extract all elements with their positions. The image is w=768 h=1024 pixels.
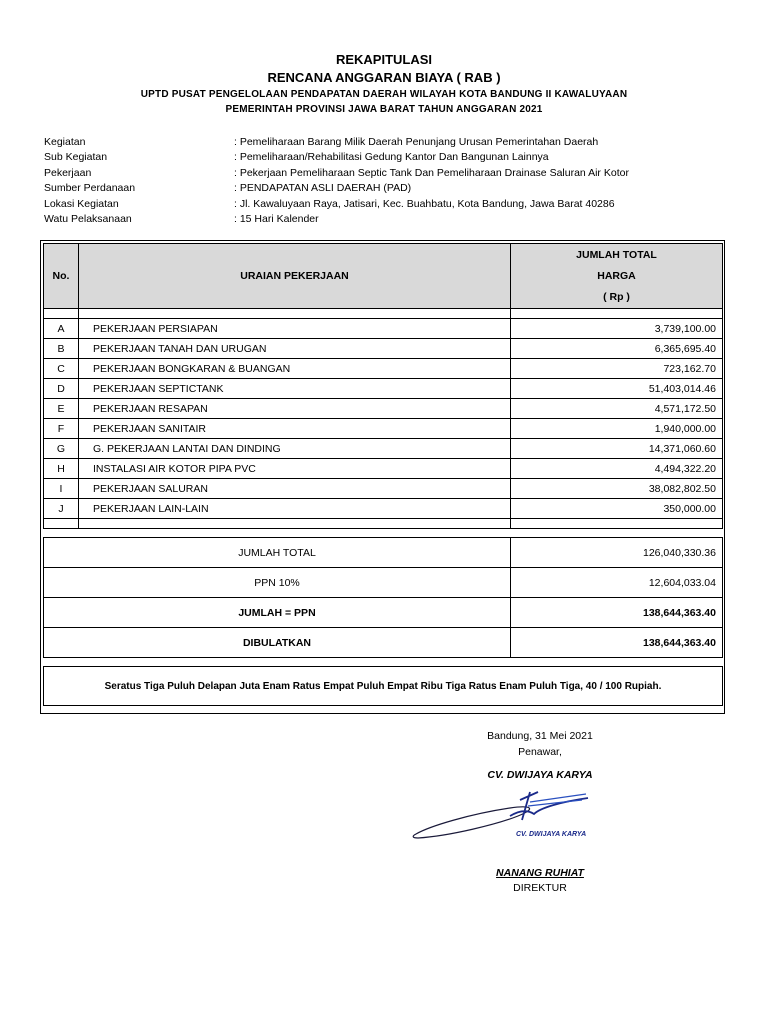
row-desc: PEKERJAAN LAIN-LAIN: [79, 499, 511, 519]
row-no: D: [44, 379, 79, 399]
info-value: : Pemeliharaan Barang Milik Daerah Penunjang Urusan Pemerintahan Daerah: [234, 136, 599, 148]
col-total-line3: ( Rp ): [603, 290, 630, 303]
col-total-line1: JUMLAH TOTAL: [576, 248, 657, 261]
row-no: H: [44, 459, 79, 479]
total-value: 126,040,330.36: [511, 538, 723, 568]
row-no: E: [44, 399, 79, 419]
stamp-text: CV. DWIJAYA KARYA: [516, 831, 587, 838]
info-value: : Jl. Kawaluyaan Raya, Jatisari, Kec. Buahbatu, Kota Bandung, Jawa Barat 40286: [234, 197, 615, 210]
row-desc: PEKERJAAN TANAH DAN URUGAN: [79, 339, 511, 359]
info-label: Sumber Perdanaan: [44, 182, 136, 195]
row-no: F: [44, 419, 79, 439]
row-no: I: [44, 479, 79, 499]
col-desc-header: URAIAN PEKERJAAN: [79, 244, 511, 309]
table-row: [44, 439, 723, 459]
info-label: Sub Kegiatan: [44, 151, 108, 164]
row-desc: PEKERJAAN SALURAN: [79, 479, 511, 499]
grand-total-label: JUMLAH = PPN: [44, 598, 511, 628]
row-desc: PEKERJAAN BONGKARAN & BUANGAN: [79, 359, 511, 379]
row-desc: G. PEKERJAAN LANTAI DAN DINDING: [79, 439, 511, 459]
rounded-label: DIBULATKAN: [44, 628, 511, 658]
ppn-row: [44, 568, 723, 598]
info-value: : PENDAPATAN ASLI DAERAH (PAD): [234, 182, 412, 195]
row-value: 6,365,695.40: [511, 339, 723, 359]
table-header: [44, 244, 723, 309]
info-label: Pekerjaan: [44, 166, 92, 179]
row-no: C: [44, 359, 79, 379]
table-row: [44, 479, 723, 499]
row-value: 38,082,802.50: [511, 479, 723, 499]
total-label: JUMLAH TOTAL: [44, 538, 511, 568]
table-row: [44, 379, 723, 399]
amount-in-words: Seratus Tiga Puluh Delapan Juta Enam Ratus Empat Puluh Empat Ribu Tiga Ratus Enam Puluh Tiga, 40 / 100 Rupiah.: [44, 667, 723, 706]
table-row: [44, 459, 723, 479]
gap-row: [44, 658, 723, 667]
ppn-value: 12,604,033.04: [511, 568, 723, 598]
table-row: [44, 419, 723, 439]
row-desc: PEKERJAAN RESAPAN: [79, 399, 511, 419]
col-no-header: No.: [44, 244, 79, 309]
place-date: Bandung, 31 Mei 2021: [487, 730, 593, 742]
project-info: [44, 135, 629, 227]
spacer-row: [44, 309, 723, 319]
spacer-row: [44, 519, 723, 529]
info-row: [44, 181, 629, 196]
agency-line: UPTD PUSAT PENGELOLAAN PENDAPATAN DAERAH WILAYAH KOTA BANDUNG II KAWALUYAAN: [140, 89, 628, 100]
col-total-line2: HARGA: [597, 269, 636, 282]
info-value: : Pemeliharaan/Rehabilitasi Gedung Kantor Dan Bangunan Lainnya: [234, 151, 549, 164]
company-name: CV. DWIJAYA KARYA: [487, 769, 593, 781]
ppn-label: PPN 10%: [44, 568, 511, 598]
col-total-header: [511, 244, 723, 309]
info-row: [44, 166, 629, 181]
table-row: [44, 399, 723, 419]
row-value: 1,940,000.00: [511, 419, 723, 439]
signature-stamp: [410, 786, 600, 846]
grand-total-value: 138,644,363.40: [511, 598, 723, 628]
info-row: [44, 197, 629, 212]
table-row: [44, 319, 723, 339]
info-value: : 15 Hari Kalender: [234, 212, 319, 225]
row-desc: PEKERJAAN SANITAIR: [79, 419, 511, 439]
row-desc: PEKERJAAN PERSIAPAN: [79, 319, 511, 339]
info-row: [44, 135, 629, 150]
grand-total-row: [44, 598, 723, 628]
info-row: [44, 212, 629, 227]
amount-in-words-row: [44, 667, 723, 706]
row-value: 350,000.00: [511, 499, 723, 519]
document-title: REKAPITULASI: [335, 52, 433, 67]
row-desc: PEKERJAAN SEPTICTANK: [79, 379, 511, 399]
row-value: 723,162.70: [511, 359, 723, 379]
row-value: 14,371,060.60: [511, 439, 723, 459]
info-value: : Pekerjaan Pemeliharaan Septic Tank Dan Pemeliharaan Drainase Saluran Air Kotor: [234, 166, 629, 179]
row-no: G: [44, 439, 79, 459]
role-line: Penawar,: [518, 746, 562, 758]
table-row: [44, 359, 723, 379]
row-no: A: [44, 319, 79, 339]
rab-table: [43, 243, 723, 706]
row-no: J: [44, 499, 79, 519]
total-row: [44, 538, 723, 568]
row-no: B: [44, 339, 79, 359]
info-label: Lokasi Kegiatan: [44, 197, 119, 210]
signer-title: DIREKTUR: [513, 882, 567, 894]
signer-name: NANANG RUHIAT: [496, 867, 584, 879]
info-row: [44, 150, 629, 165]
row-value: 4,571,172.50: [511, 399, 723, 419]
document-subtitle: RENCANA ANGGARAN BIAYA ( RAB ): [267, 70, 501, 85]
rounded-row: [44, 628, 723, 658]
row-value: 51,403,014.46: [511, 379, 723, 399]
info-label: Kegiatan: [44, 136, 86, 148]
gap-row: [44, 529, 723, 538]
table-row: [44, 339, 723, 359]
table-row: [44, 499, 723, 519]
rounded-value: 138,644,363.40: [511, 628, 723, 658]
row-value: 3,739,100.00: [511, 319, 723, 339]
government-line: PEMERINTAH PROVINSI JAWA BARAT TAHUN ANGGARAN 2021: [225, 104, 543, 115]
row-desc: INSTALASI AIR KOTOR PIPA PVC: [79, 459, 511, 479]
info-label: Watu Pelaksanaan: [44, 212, 132, 225]
row-value: 4,494,322.20: [511, 459, 723, 479]
